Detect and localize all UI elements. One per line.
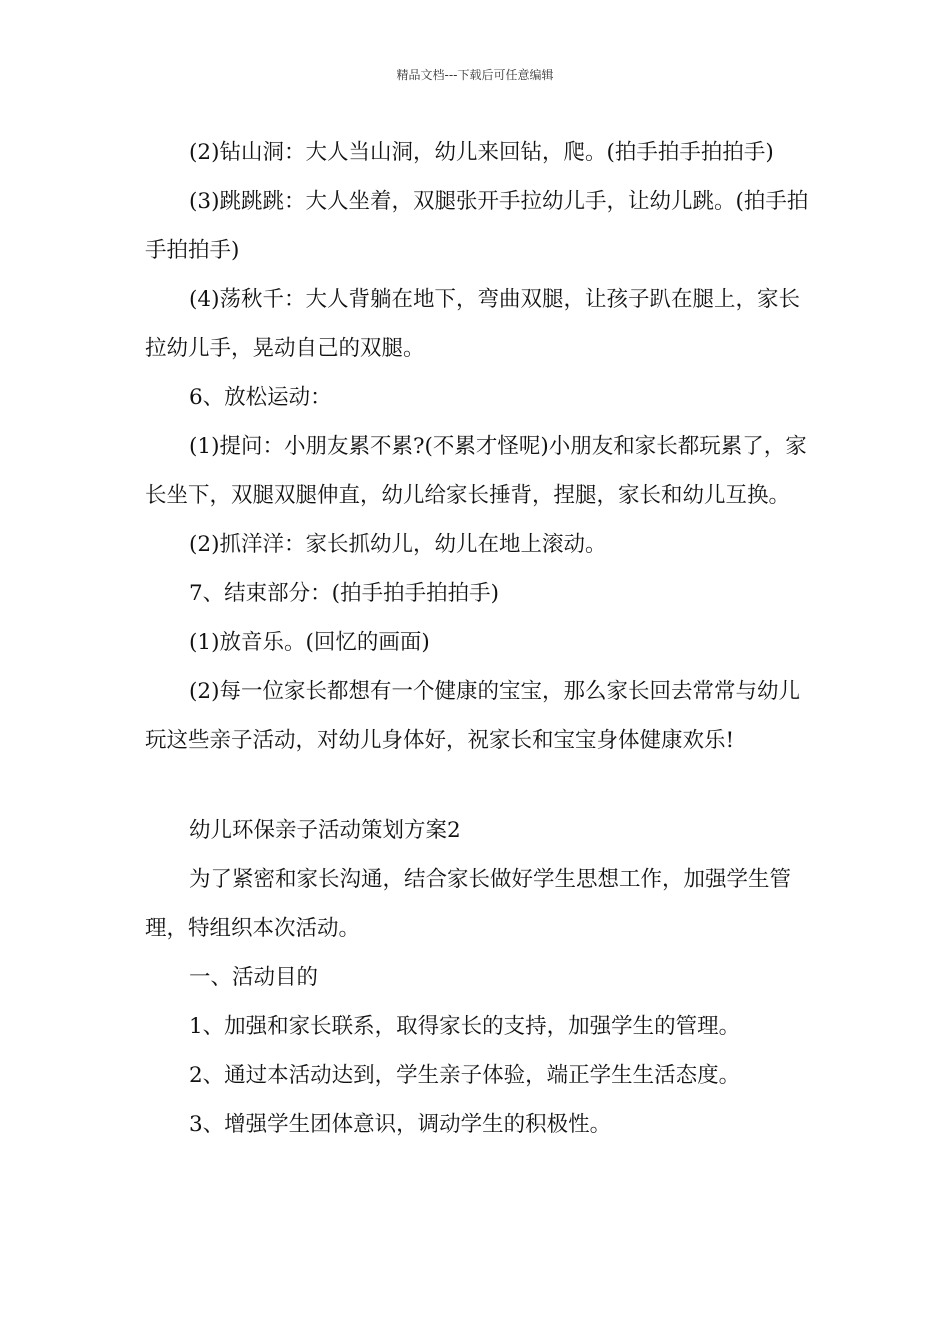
section-spacer <box>145 765 815 806</box>
paragraph: (1)放音乐。(回忆的画面) <box>189 630 430 655</box>
paragraph: (3)跳跳跳：大人坐着，双腿张开手拉幼儿手，让幼儿跳。(拍手拍手拍拍手) <box>145 189 809 263</box>
paragraph: 7、结束部分：(拍手拍手拍拍手) <box>189 581 499 606</box>
paragraph: (1)提问：小朋友累不累?(不累才怪呢)小朋友和家长都玩累了，家长坐下，双腿双腿伸直，幼儿给家长捶背，捏腿，家长和幼儿互换。 <box>145 434 807 508</box>
page-header: 精品文档---下载后可任意编辑 <box>396 68 554 82</box>
document-body <box>145 128 815 1149</box>
paragraph: 3、增强学生团体意识，调动学生的积极性。 <box>189 1112 612 1137</box>
paragraph: 6、放松运动： <box>189 385 332 410</box>
paragraph: (4)荡秋千：大人背躺在地下，弯曲双腿，让孩子趴在腿上，家长拉幼儿手，晃动自己的双腿。 <box>145 287 800 361</box>
section-title: 幼儿环保亲子活动策划方案2 <box>189 818 461 843</box>
paragraph: (2)抓洋洋：家长抓幼儿，幼儿在地上滚动。 <box>189 532 607 557</box>
paragraph: 为了紧密和家长沟通，结合家长做好学生思想工作，加强学生管理，特组织本次活动。 <box>145 867 792 941</box>
paragraph: 1、加强和家长联系，取得家长的支持，加强学生的管理。 <box>189 1014 741 1039</box>
paragraph: 2、通过本活动达到，学生亲子体验，端正学生生活态度。 <box>189 1063 741 1088</box>
paragraph: (2)每一位家长都想有一个健康的宝宝，那么家长回去常常与幼儿玩这些亲子活动，对幼儿身体好，祝家长和宝宝身体健康欢乐! <box>145 679 800 753</box>
paragraph: 一、活动目的 <box>189 965 319 990</box>
paragraph: (2)钻山洞：大人当山洞，幼儿来回钻，爬。(拍手拍手拍拍手) <box>189 140 774 165</box>
